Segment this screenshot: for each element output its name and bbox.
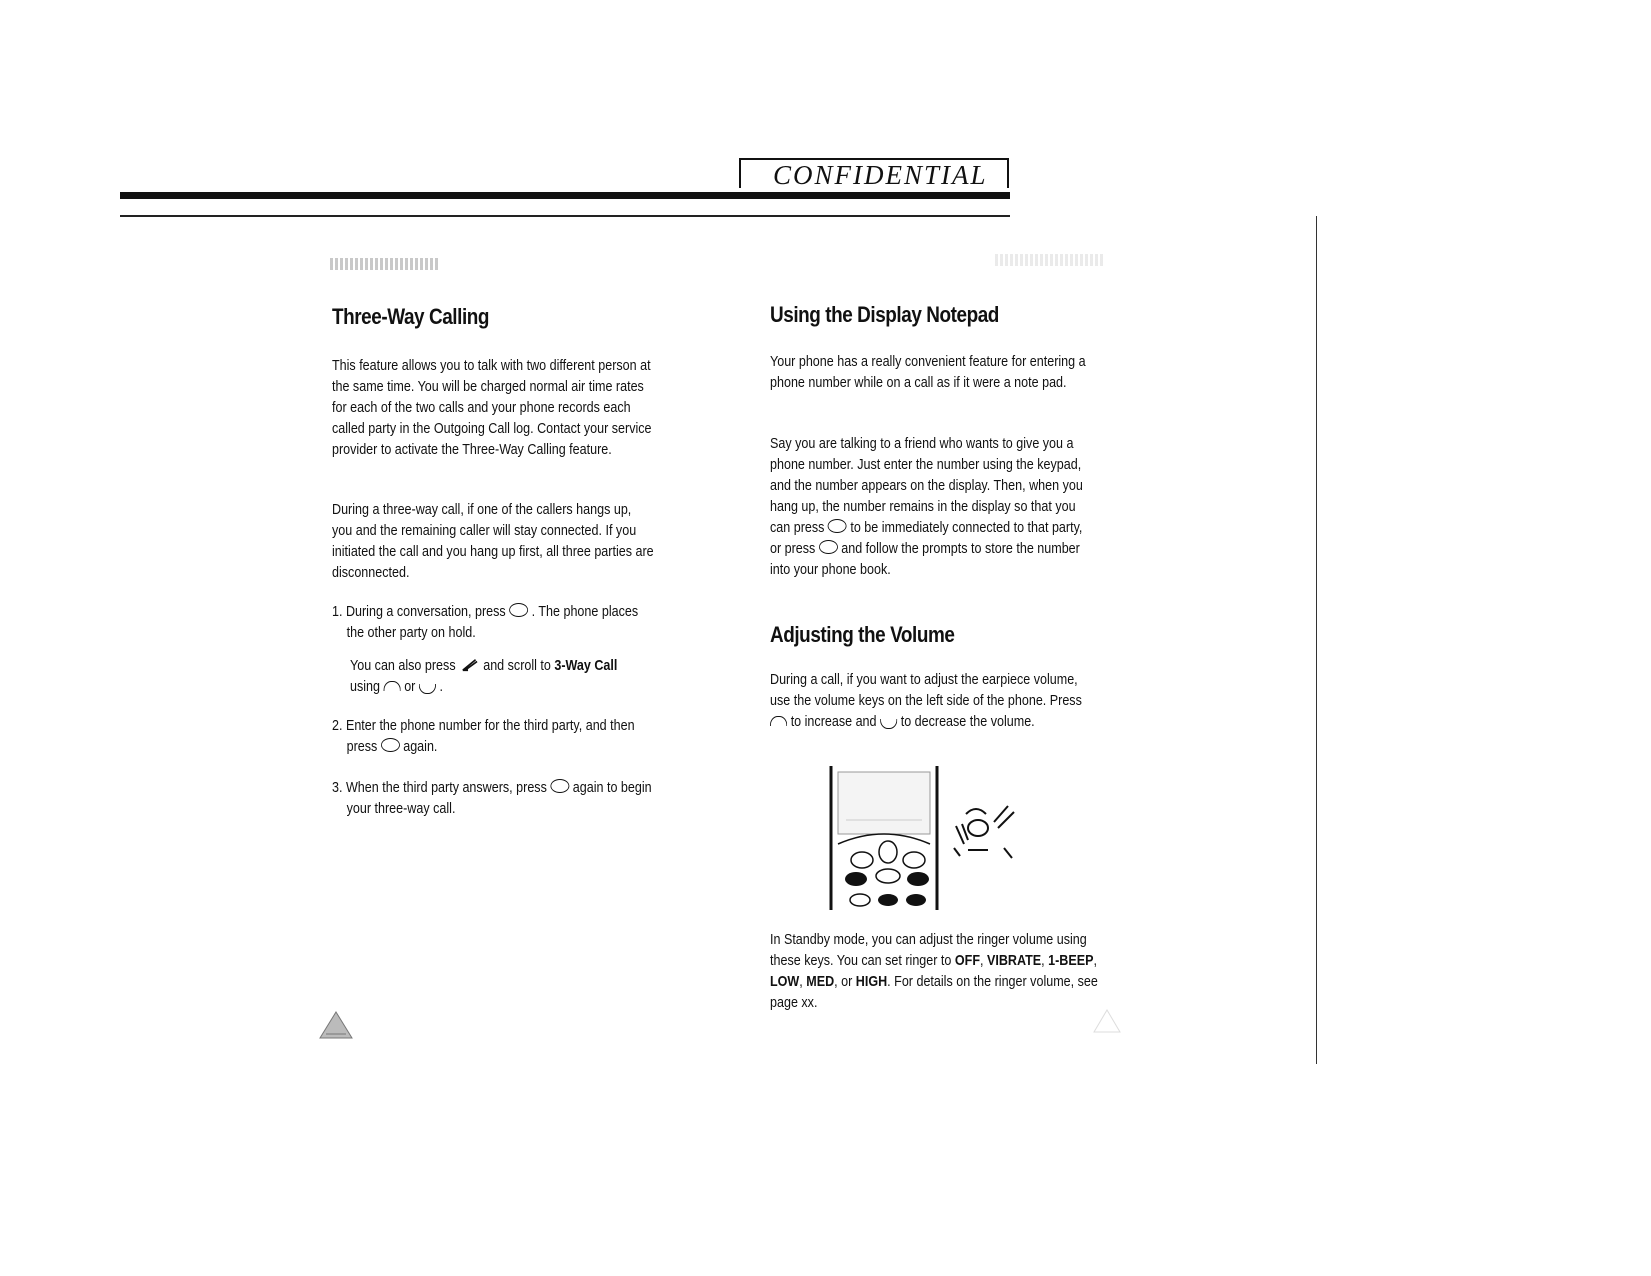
ringer-vibrate: VIBRATE (986, 953, 1042, 969)
scan-smudge-right (995, 254, 1105, 266)
note-text-c: using (350, 679, 381, 695)
step2-text-a: 2. Enter the phone number for the third party, and then press (332, 718, 635, 755)
phone-illustration (826, 764, 1036, 912)
step1-text-a: 1. During a conversation, press (332, 604, 506, 620)
notepad-para1 (770, 352, 1097, 394)
volume-up-key-icon (770, 716, 787, 726)
step-3 (332, 778, 655, 820)
step2-text-b: again. (403, 739, 438, 755)
talk-key-icon (509, 603, 528, 617)
note-text-e: . (439, 679, 444, 695)
three-way-intro (332, 356, 655, 461)
talk-key-icon (381, 738, 400, 752)
note-text-d: or (404, 679, 416, 695)
step3-text-b: again to begin your three-way call. (346, 780, 652, 817)
notepad-p2-text-a: Say you are talking to a friend who wants to give you a phone number. Just enter the number using the keypad, and the number appears on the display. Then, when you hang up, the number remains in the display so that you can press (770, 436, 1083, 536)
volume-text-c: to decrease the volume. (900, 714, 1035, 730)
talk-key-icon (828, 519, 847, 533)
step-2 (332, 716, 655, 758)
volume-down-key-icon (419, 684, 436, 694)
ringer-sep-3: , (1093, 953, 1097, 969)
section-title-volume: Adjusting the Volume (770, 622, 955, 647)
header-rule-thick (120, 192, 1010, 199)
talk-key-icon (550, 779, 569, 793)
ringer-med: MED (806, 974, 835, 990)
notepad-p2-text-c: and follow the prompts to store the number into your phone book. (770, 541, 1080, 578)
volume-text-b: to increase and (790, 714, 877, 730)
page-divider-line (1316, 216, 1317, 1064)
ringer-high: HIGH (855, 974, 888, 990)
faint-corner-mark-icon (1092, 1008, 1122, 1034)
ringer-low: LOW (770, 974, 800, 990)
volume-up-key-icon (383, 681, 400, 691)
note-text-a: You can also press (350, 658, 456, 674)
page-corner-mark-icon (316, 1010, 356, 1040)
notepad-p2-text-b: to be immediately connected to that party, or press (770, 520, 1083, 557)
ringer-or: , or (834, 974, 853, 990)
volume-text-a: During a call, if you want to adjust the earpiece volume, use the volume keys on the left side of the phone. Press (770, 672, 1082, 709)
ringer-sep-2: , (1041, 953, 1045, 969)
ringer-off: OFF (954, 953, 981, 969)
volume-para (770, 670, 1097, 733)
intro-text: This feature allows you to talk with two different person at the same time. You will be charged normal air time rates for each of the two calls and your phone records each called party in the Outgoing Call log. Contact your service provider to activate the Three-Way Calling feature. (332, 358, 652, 458)
ringer-1beep: 1-BEEP (1048, 953, 1094, 969)
volume-down-key-icon (880, 719, 897, 729)
step-1-note (350, 656, 660, 698)
notepad-p1-text: Your phone has a really convenient feature for entering a phone number while on a call as if it were a note pad. (770, 354, 1086, 391)
note-text-b: and scroll to (483, 658, 551, 674)
standby-text-a: In Standby mode, you can adjust the ringer volume using these keys. You can set ringer to (770, 932, 1087, 969)
menu-key-icon (459, 658, 480, 672)
ringer-sep-1: , (980, 953, 984, 969)
ringer-sep-4: , (799, 974, 803, 990)
standby-text-end: . For details on the ringer volume, see page xx. (770, 974, 1098, 1011)
step3-text-a: 3. When the third party answers, press (332, 780, 547, 796)
para2-text: During a three-way call, if one of the callers hangs up, you and the remaining caller will stay connected. If you initiated the call and you hang up first, all three parties are disconnected. (332, 502, 654, 581)
note-bold-3way: 3-Way Call (554, 658, 618, 674)
store-key-icon (819, 540, 838, 554)
step1-text-b: . The phone places the other party on hold. (346, 604, 639, 641)
section-title-notepad: Using the Display Notepad (770, 302, 999, 327)
header-rule-thin (120, 215, 1010, 217)
confidential-stamp: CONFIDENTIAL (739, 158, 1009, 188)
step-1 (332, 602, 655, 644)
three-way-para2 (332, 500, 655, 584)
standby-para (770, 930, 1105, 1014)
notepad-para2 (770, 434, 1097, 581)
section-title-three-way: Three-Way Calling (332, 304, 490, 329)
scan-smudge-left (330, 258, 440, 270)
